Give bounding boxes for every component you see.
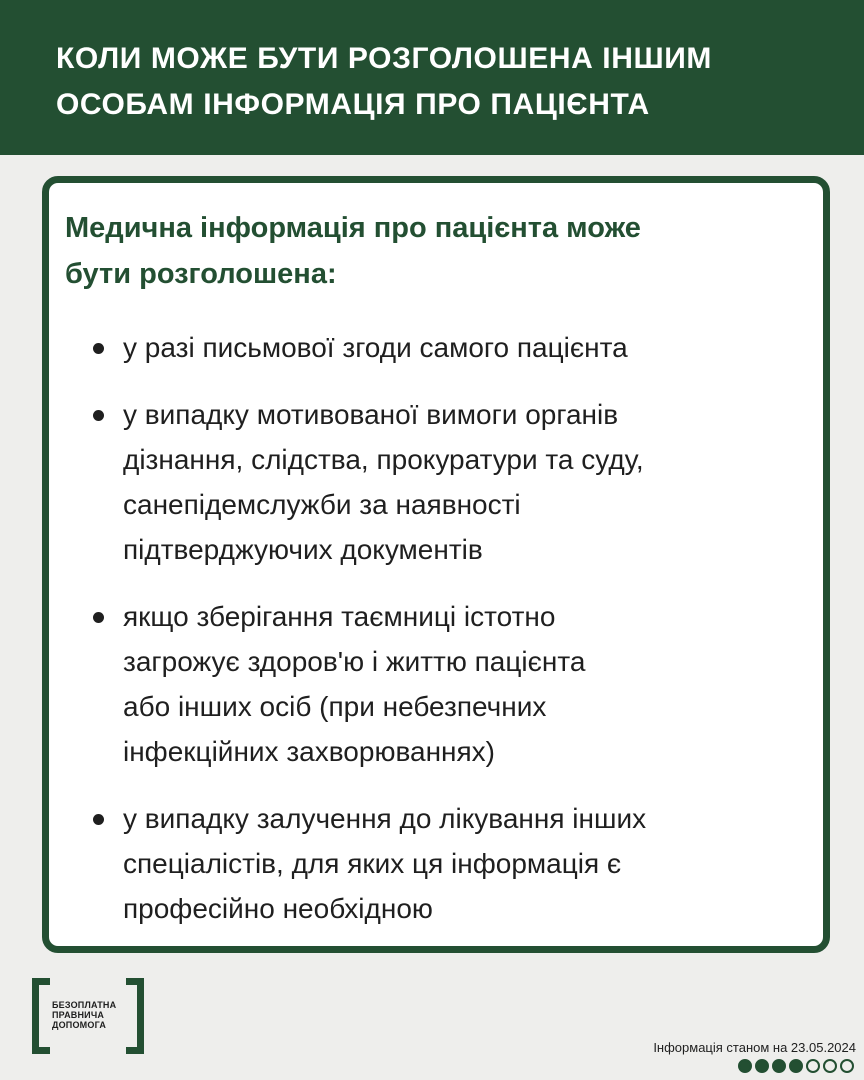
bullet-item <box>65 325 799 370</box>
page-title-line-1: КОЛИ МОЖЕ БУТИ РОЗГОЛОШЕНА ІНШИМ <box>56 42 712 75</box>
pagination-dot-empty-icon <box>823 1059 837 1073</box>
info-date-note: Інформація станом на 23.05.2024 <box>653 1040 856 1055</box>
pagination-dot-filled-icon <box>789 1059 803 1073</box>
bullet-list <box>65 325 799 931</box>
bullet-line: у разі письмової згоди самого пацієнта <box>123 332 628 363</box>
card-heading-line-2: бути розголошена: <box>65 258 337 290</box>
bullet-line: санепідемслужби за наявності <box>123 489 521 520</box>
bullet-line: якщо зберігання таємниці істотно <box>123 601 556 632</box>
bullet-line: дізнання, слідства, прокуратури та суду, <box>123 444 644 475</box>
bullet-line: інфекційних захворюваннях) <box>123 736 495 767</box>
pagination-dot-empty-icon <box>806 1059 820 1073</box>
card-heading-line-1: Медична інформація про пацієнта може <box>65 212 641 244</box>
logo-text-line: БЕЗОПЛАТНА <box>52 1000 117 1010</box>
bullet-item <box>65 796 799 931</box>
logo-text <box>52 1000 116 1030</box>
info-card <box>42 176 830 953</box>
logo-text-line: ДОПОМОГА <box>52 1020 107 1030</box>
logo-bracket-right-icon <box>126 978 144 1054</box>
bullet-dot-icon <box>93 410 104 421</box>
pagination-dot-filled-icon <box>772 1059 786 1073</box>
bullet-line: або інших осіб (при небезпечних <box>123 691 547 722</box>
bullet-line: у випадку мотивованої вимоги органів <box>123 399 619 430</box>
pagination-dot-filled-icon <box>738 1059 752 1073</box>
page-title-line-2: ОСОБАМ ІНФОРМАЦІЯ ПРО ПАЦІЄНТА <box>56 88 650 121</box>
bullet-item <box>65 594 799 774</box>
page-title <box>56 36 808 128</box>
bullet-item <box>65 392 799 572</box>
bullet-line: підтверджуючих документів <box>123 534 483 565</box>
logo-bracket-left-icon <box>32 978 50 1054</box>
bullet-dot-icon <box>93 814 104 825</box>
header-banner <box>0 0 864 155</box>
bullet-dot-icon <box>93 343 104 354</box>
logo-text-line: ПРАВНИЧА <box>52 1010 105 1020</box>
bullet-line: у випадку залучення до лікування інших <box>123 803 647 834</box>
card-heading <box>65 205 799 297</box>
bullet-line: загрожує здоров'ю і життю пацієнта <box>123 646 586 677</box>
bullet-line: професійно необхідною <box>123 893 433 924</box>
pagination-dot-filled-icon <box>755 1059 769 1073</box>
bullet-dot-icon <box>93 612 104 623</box>
bullet-line: спеціалістів, для яких ця інформація є <box>123 848 622 879</box>
pagination-dot-empty-icon <box>840 1059 854 1073</box>
legal-aid-logo <box>32 978 144 1054</box>
pagination-dots <box>738 1059 854 1073</box>
